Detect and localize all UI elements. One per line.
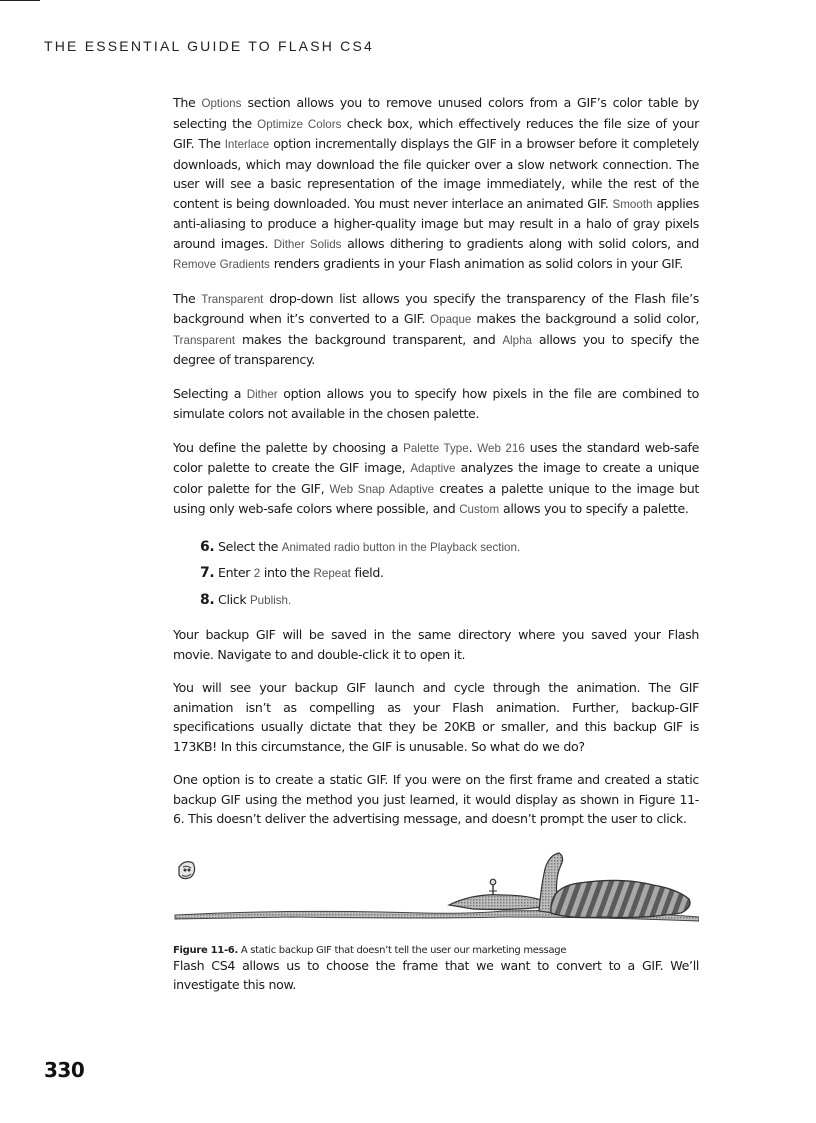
paragraph-transparent: The Transparent drop-down list allows you specify the transparency of the Flash file’s background when it’s converted to a GIF. Opaque makes the background a solid color, Transparent makes the background transparent, and Alpha allows you to specify the degree of transparency.	[173, 290, 700, 367]
figure-caption: Figure 11-6. A static backup GIF that doesn’t tell the user our marketing message	[173, 944, 567, 956]
corner-rule	[0, 0, 40, 1]
ui-term-custom: Custom	[459, 503, 500, 516]
ui-term-dither-solids: Dither Solids	[273, 237, 342, 251]
paragraph-final: Flash CS4 allows us to choose the frame that we want to convert to a GIF. We’ll investigate this now.	[173, 957, 699, 992]
figure-static-gif	[173, 851, 699, 931]
paragraph-static: One option is to create a static GIF. If you were on the first frame and created a static backup GIF using the method you just learned, it would display as shown in Figure 11-6. This doesn’t deliver the advertising message, and doesn’t prompt the user to click.	[173, 772, 699, 826]
page-number: 330	[44, 1058, 85, 1082]
ui-term-alpha: Alpha	[502, 333, 532, 347]
page-body	[173, 93, 699, 1009]
ui-term-smooth: Smooth	[612, 197, 653, 211]
paragraph-palette: You define the palette by choosing a Palette Type. Web 216 uses the standard web-safe color palette to create the GIF image, Adaptive analyzes the image to create a unique color palette for the GIF, Web Snap Adaptive creates a palette unique to the image but using only web-safe colors where possible, and Custom allows you to specify a palette.	[173, 439, 699, 516]
figure-illustration	[173, 851, 699, 931]
paragraph-backup-saved: Your backup GIF will be saved in the same directory where you saved your Flash movie. Navigate to and double-click it to open it.	[173, 627, 699, 662]
running-head: THE ESSENTIAL GUIDE TO FLASH CS4	[44, 38, 374, 54]
step-number: 6.	[200, 538, 215, 555]
ui-term-transparent: Transparent	[201, 292, 264, 306]
ui-term-interlace: Interlace	[224, 138, 270, 151]
ui-term-dither: Dither	[246, 387, 278, 401]
ui-term-opaque: Opaque	[430, 313, 472, 326]
paragraph-cycle: You will see your backup GIF launch and cycle through the animation. The GIF animation isn’t as compelling as your Flash animation. Further, backup-GIF specifications usually dictate that they be 20KB or smaller, and this backup GIF is 173KB! In this circumstance, the GIF is unusable. So what do we do?	[173, 680, 699, 754]
step-number: 8.	[200, 591, 215, 608]
step-item: 7. Enter 2 into the Repeat field.	[200, 565, 384, 581]
ui-term-palette-type: Palette Type	[403, 441, 469, 455]
ui-term-repeat: Repeat	[313, 567, 351, 580]
step-number: 7.	[200, 565, 215, 581]
ui-term-web-216: Web 216	[477, 441, 525, 455]
striped-worm	[551, 880, 690, 917]
bird-icon	[179, 861, 195, 878]
ui-term-adaptive: Adaptive	[410, 462, 456, 475]
ui-term-value-2: 2	[253, 567, 261, 580]
numbered-steps	[200, 534, 699, 614]
ui-term-animated: Animated radio button in the Playback section.	[281, 540, 521, 554]
paragraph-dither: Selecting a Dither option allows you to specify how pixels in the file are combined to simulate colors not available in the chosen palette.	[173, 385, 699, 421]
ui-term-transparent-option: Transparent	[173, 333, 236, 347]
step-item: 6. Select the Animated radio button in the Playback section.	[200, 538, 521, 555]
ui-term-remove-gradients: Remove Gradients	[173, 258, 270, 271]
ui-term-web-snap-adaptive: Web Snap Adaptive	[329, 482, 435, 496]
ui-term-options: Options	[201, 97, 242, 110]
ui-term-publish: Publish.	[249, 593, 292, 607]
figure-label: Figure 11-6.	[173, 944, 238, 956]
paragraph-options: The Options section allows you to remove unused colors from a GIF’s color table by selecting the Optimize Colors check box, which effectively reduces the file size of your GIF. The Interlace option incrementally displays the GIF in a browser before it completely downloads, which may download the file quicker over a slow network connection. The user will see a basic representation of the image immediately, while the rest of the content is being downloaded. You must never interlace an animated GIF. Smooth applies anti-aliasing to produce a higher-quality image but may result in a halo of gray pixels around images. Dither Solids allows dithering to gradients along with solid colors, and Remove Gradients renders gradients in your Flash animation as solid colors in your GIF.	[173, 95, 700, 271]
ui-term-optimize-colors: Optimize Colors	[257, 117, 342, 131]
step-item: 8. Click Publish.	[200, 591, 292, 608]
